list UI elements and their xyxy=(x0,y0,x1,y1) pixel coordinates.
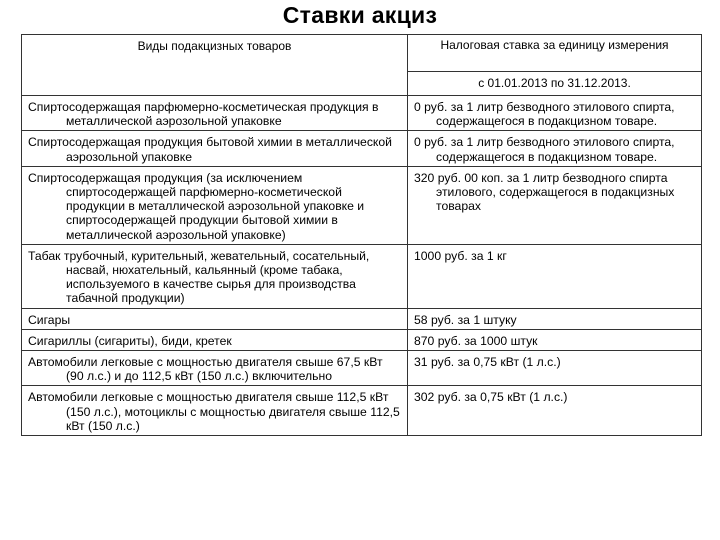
tax-rate-cell xyxy=(408,131,702,166)
tax-rate-text: 31 руб. за 0,75 кВт (1 л.с.) xyxy=(414,355,561,370)
goods-kind-cell xyxy=(22,308,408,329)
goods-kind-text: Сигары xyxy=(28,312,71,327)
page-title: Ставки акциз xyxy=(282,2,438,28)
tax-rate-cell xyxy=(408,244,702,308)
table-row xyxy=(22,244,702,308)
goods-kind-text: Автомобили легковые с мощностью двигателя свыше 67,5 кВт (90 л.с.) и до 112,5 кВт (150 л.с.) включительно xyxy=(28,355,383,384)
table-row xyxy=(22,131,702,166)
excise-rates-table xyxy=(21,34,702,436)
table-row xyxy=(22,351,702,386)
table-row xyxy=(22,166,702,244)
goods-kind-cell xyxy=(22,351,408,386)
tax-rate-text: 0 руб. за 1 литр безводного этилового спирта, содержащегося в подакцизном товаре. xyxy=(414,100,675,129)
goods-kind-text: Спиртосодержащая продукция бытовой химии в металлической аэрозольной упаковке xyxy=(28,135,392,164)
goods-kind-text: Табак трубочный, курительный, жевательный, сосательный, насвай, нюхательный, кальянный (кроме табака, используемого в качестве сырья для производства табачной продукции) xyxy=(28,248,370,306)
table-row xyxy=(22,308,702,329)
goods-kind-text: Автомобили легковые с мощностью двигателя свыше 112,5 кВт (150 л.с.), мотоциклы с мощностью двигателя свыше 112,5 кВт (150 л.с.) xyxy=(28,390,400,433)
tax-rate-text: 320 руб. 00 коп. за 1 литр безводного спирта этилового, содержащегося в подакцизных товарах xyxy=(414,170,675,214)
tax-rate-cell xyxy=(408,166,702,244)
tax-rate-text: 0 руб. за 1 литр безводного этилового спирта, содержащегося в подакцизном товаре. xyxy=(414,135,675,164)
tax-rate-text: 58 руб. за 1 штуку xyxy=(414,312,517,327)
column-header-period: с 01.01.2013 по 31.12.2013. xyxy=(408,72,702,96)
tax-rate-cell xyxy=(408,96,702,131)
tax-rate-text: 870 руб. за 1000 штук xyxy=(414,333,538,348)
tax-rate-cell xyxy=(408,351,702,386)
table-row xyxy=(22,329,702,350)
column-header-rate: Налоговая ставка за единицу измерения xyxy=(408,35,702,72)
goods-kind-cell xyxy=(22,386,408,436)
tax-rate-cell xyxy=(408,308,702,329)
tax-rate-text: 1000 руб. за 1 кг xyxy=(414,248,507,263)
goods-kind-cell xyxy=(22,96,408,131)
goods-kind-cell xyxy=(22,131,408,166)
tax-rate-cell xyxy=(408,386,702,436)
table-header-row xyxy=(22,35,702,72)
goods-kind-text: Спиртосодержащая парфюмерно-косметическая продукция в металлической аэрозольной упаковке xyxy=(28,100,379,129)
table-row xyxy=(22,96,702,131)
goods-kind-cell xyxy=(22,244,408,308)
column-header-kind: Виды подакцизных товаров xyxy=(22,35,408,96)
goods-kind-text: Спиртосодержащая продукция (за исключением спиртосодержащей парфюмерно-косметической продукции в металлической аэрозольной упаковке и спиртосодержащей продукции бытовой химии в металлической аэрозольной упаковке) xyxy=(28,170,365,242)
tax-rate-cell xyxy=(408,329,702,350)
goods-kind-text: Сигариллы (сигариты), биди, кретек xyxy=(28,333,232,348)
tax-rate-text: 302 руб. за 0,75 кВт (1 л.с.) xyxy=(414,390,568,405)
goods-kind-cell xyxy=(22,329,408,350)
goods-kind-cell xyxy=(22,166,408,244)
table-row xyxy=(22,386,702,436)
